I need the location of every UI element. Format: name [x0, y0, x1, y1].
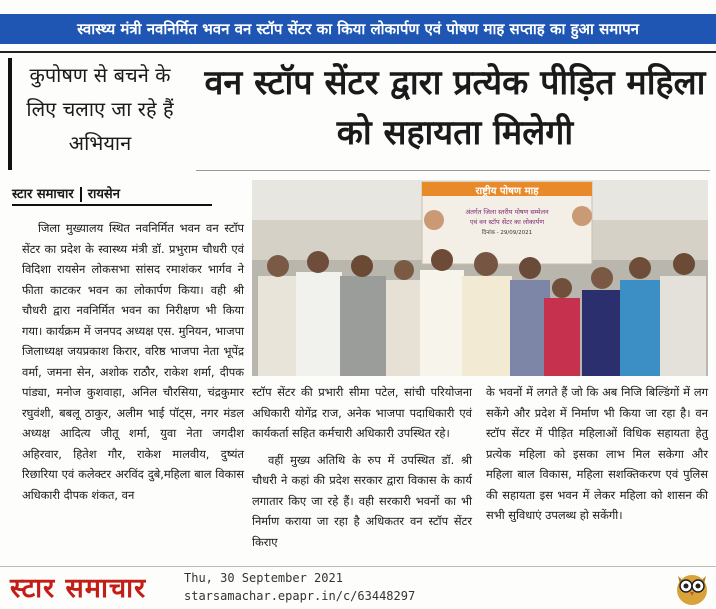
article-column-1 — [22, 218, 244, 511]
stage-banner-date: दिनांक - 29/09/2021 — [481, 230, 533, 236]
newspaper-logo: स्टार समाचार — [10, 573, 147, 604]
top-banner-headline: स्वास्थ्य मंत्री नवनिर्मित भवन वन स्टॉप सेंटर का किया लोकार्पण एवं पोषण माह सप्ताह का हुआ समापन — [0, 14, 716, 44]
people-group — [258, 249, 706, 376]
stage-banner-title: राष्ट्रीय पोषण माह — [475, 186, 539, 197]
byline — [12, 184, 120, 202]
main-headline: वन स्टॉप सेंटर द्वारा प्रत्येक पीड़ित महिला को सहायता मिलेगी — [204, 63, 706, 153]
epaper-url[interactable]: starsamachar.epapr.in/c/63448297 — [184, 589, 416, 603]
article-col1-text: जिला मुख्यालय स्थित नवनिर्मित भवन वन स्टॉप सेंटर का प्रदेश के स्वास्थ्य मंत्री डॉ. प्रभुराम चौधरी एवं विदिशा रायसेन लोकसभा सांसद रमाशंकर भार्गव ने फीता काटकर भवन का लोकार्पण किया। वही श्री चौधरी द्वारा नवनिर्मित भवन का निरीक्षण भी किया गया। कार्यक्रम में जनपद अध्यक्ष एस. मुनियन, भाजपा जिलाध्यक्ष जयप्रकाश किरार, वरिष्ठ भाजपा नेता भूपेंद्र वर्मा, जमना सेन, अशोक राठौर, राकेश शर्मा, दीपक पांड्या, मनोज कुशवाहा, अनिल चौरसिया, चंद्रकुमार रघुवंशी, बबलू ठाकुर, अलीम भाई पॉट्स, नगर मंडल अध्यक्ष आदित्य जीतू शर्मा, युवा नेता जगदीश अहिरवार, हितेश गौर, राकेश मालवीय, दुष्यंत रिछारिया एवं कलेक्टर अरविंद दुबे,महिला बाल विकास अधिकारी दीपक शंकत, वन — [22, 221, 244, 502]
article-column-3 — [486, 382, 708, 532]
event-photo-illustration — [252, 180, 708, 376]
byline-underline — [12, 204, 212, 206]
byline-source: स्टार समाचार — [12, 187, 74, 202]
headline-divider — [196, 170, 710, 171]
footer-divider — [0, 566, 716, 567]
event-photo — [252, 180, 708, 376]
byline-place: रायसेन — [87, 187, 120, 202]
owl-mascot-icon — [672, 568, 712, 606]
side-headline: कुपोषण से बचने के लिए चलाए जा रहे हैं अभियान — [8, 58, 184, 170]
article-column-2 — [252, 382, 472, 558]
byline-separator — [80, 187, 82, 202]
stage-banner-line2: एवं वन स्टॉप सेंटर का लोकार्पण — [469, 218, 545, 226]
article-col2-para-2: वहीं मुख्य अतिथि के रुप में उपस्थित डॉ. श्री चौधरी ने कहां की प्रदेश सरकार द्वारा विकास के कार्य लगातार किए जा रहे हैं। वही सरकारी भवनों का भी निर्माण कराया जा रहा है अधिकतर वन स्टॉप सेंटर किराए — [252, 452, 472, 549]
article-col2-para-1: स्टॉप सेंटर की प्रभारी सीमा पटेल, सांची परियोजना अधिकारी योगेंद्र राज, अनेक भाजपा पदाधिकारी एवं कार्यकर्ता सहित कर्मचारी अधिकारी उपस्थित रहे। — [252, 385, 472, 440]
stage-banner-line1: अंतर्गत जिला स्तरीय पोषण सम्मेलन — [465, 208, 549, 216]
header-divider — [0, 51, 716, 53]
article-col3-text: के भवनों में लगते हैं जो कि अब निजि बिल्डिंगों में लग सकेंगे और प्रदेश में निर्माण भी किया जा रहा है। वन स्टॉप सेंटर में पीड़ित महिलाओं विधिक सहायता हेतु प्रत्येक महिला को इसका लाभ मिल सकेगा और महिला बाल विकास, महिला सशक्तिकरण एवं पुलिस की सहायता इस भवन में लेकर महिला को शासन की सभी सुविधाएं उपलब्ध हो सकेंगी। — [486, 385, 708, 522]
edition-date: Thu, 30 September 2021 — [184, 571, 343, 585]
